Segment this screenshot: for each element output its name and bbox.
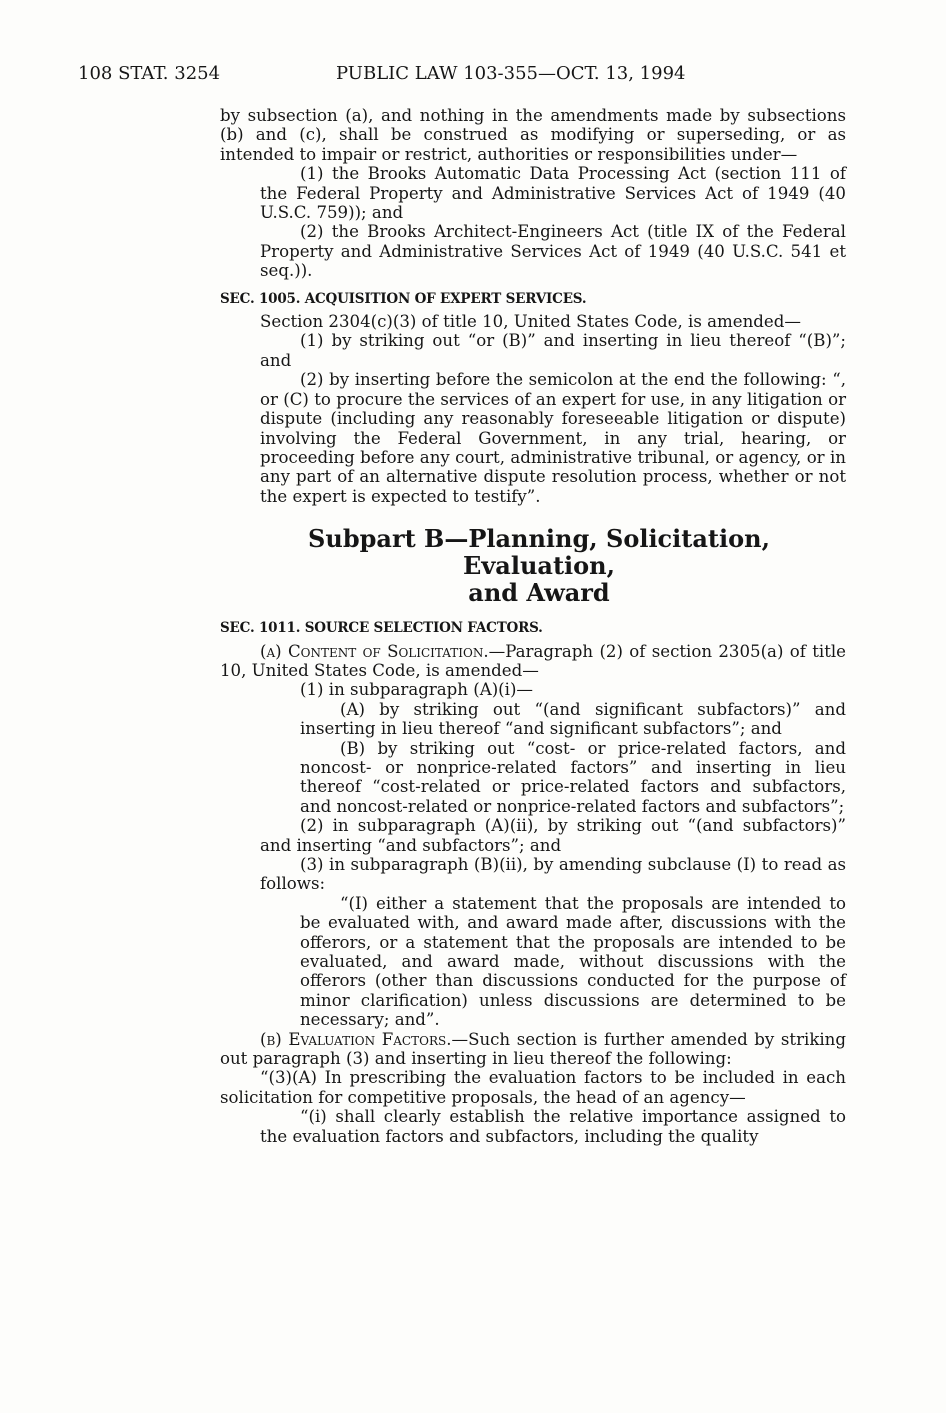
sec1011-item-1: (1) in subparagraph (A)(i)— xyxy=(300,680,534,700)
subpart-heading-line-1: Subpart B—Planning, Solicitation, Evaluation, xyxy=(308,524,770,581)
sec1011-clause-i: “(i) shall clearly establish the relative importance assigned to the evaluation factors and subfactors, including the quality xyxy=(260,1107,846,1146)
sec1004-tail-intro: by subsection (a), and nothing in the amendments made by subsections (b) and (c), shall be construed as modifying or superseding, or as intended to impair or restrict, authorities or responsibilities under— xyxy=(220,106,846,164)
sec1005-intro: Section 2304(c)(3) of title 10, United States Code, is amended— xyxy=(260,312,801,332)
page-header xyxy=(78,62,858,86)
sec1005-item-1: (1) by striking out “or (B)” and inserting in lieu thereof “(B)”; and xyxy=(260,331,846,370)
sec1011-item-3: (3) in subparagraph (B)(ii), by amending subclause (I) to read as follows: xyxy=(260,855,846,894)
sec1011-subsection-a xyxy=(220,642,846,681)
public-law-citation: PUBLIC LAW 103-355—OCT. 13, 1994 xyxy=(336,63,686,84)
section-heading-1005: SEC. 1005. ACQUISITION OF EXPERT SERVICES. xyxy=(220,290,587,307)
subpart-heading-line-2: and Award xyxy=(468,578,610,608)
sec1011-quoted-subclause: “(I) either a statement that the proposals are intended to be evaluated with, and award made after, discussions with the offerors, or a statement that the proposals are intended to be evaluated, and award made, without discussions with the offerors (other than discussions conducted for the purpose of minor clarification) unless discussions are determined to be necessary; and”. xyxy=(300,893,846,1030)
sec1004-tail-item-1: (1) the Brooks Automatic Data Processing Act (section 111 of the Federal Property and Administrative Services Act of 1949 (40 U.S.C. 759)); and xyxy=(260,164,846,223)
sec1011-subsection-b xyxy=(220,1030,846,1069)
stat-page-number: 108 STAT. 3254 xyxy=(78,63,221,84)
subsection-a-label: (a) Content of Solicitation. xyxy=(260,641,489,661)
sec1011-item-2: (2) in subparagraph (A)(ii), by striking out “(and subfactors)” and inserting “and subfactors”; and xyxy=(260,816,846,855)
subsection-a-text: —Paragraph (2) of section 2305(a) of title 10, United States Code, is amended— xyxy=(220,641,846,680)
document-body xyxy=(220,106,846,1146)
sec1011-paragraph-3A: “(3)(A) In prescribing the evaluation factors to be included in each solicitation for competitive proposals, the head of an agency— xyxy=(220,1068,846,1107)
sec1005-item-2: (2) by inserting before the semicolon at the end the following: “, or (C) to procure the services of an expert for use, in any litigation or dispute (including any reasonably foreseeable litigation or dispute) involving the Federal Government, in any trial, hearing, or proceeding before any court, administrative tribunal, or agency, or in any part of an alternative dispute resolution process, whether or not the expert is expected to testify”. xyxy=(260,370,846,506)
subpart-heading xyxy=(220,525,846,606)
sec1004-tail-item-2: (2) the Brooks Architect-Engineers Act (title IX of the Federal Property and Administrative Services Act of 1949 (40 U.S.C. 541 et seq.)). xyxy=(260,222,846,281)
subsection-b-label: (b) Evaluation Factors. xyxy=(260,1029,452,1049)
subsection-b-text: —Such section is further amended by striking out paragraph (3) and inserting in lieu thereof the following: xyxy=(220,1029,846,1069)
sec1011-item-1A: (A) by striking out “(and significant subfactors)” and inserting in lieu thereof “and significant subfactors”; and xyxy=(300,699,846,739)
sec1011-item-1B: (B) by striking out “cost- or price-related factors, and noncost- or nonprice-related factors” and inserting in lieu thereof “cost-related or price-related factors and subfactors, and noncost-related or nonprice-related factors and subfactors”; xyxy=(300,738,846,816)
section-heading-1011: SEC. 1011. SOURCE SELECTION FACTORS. xyxy=(220,620,543,637)
